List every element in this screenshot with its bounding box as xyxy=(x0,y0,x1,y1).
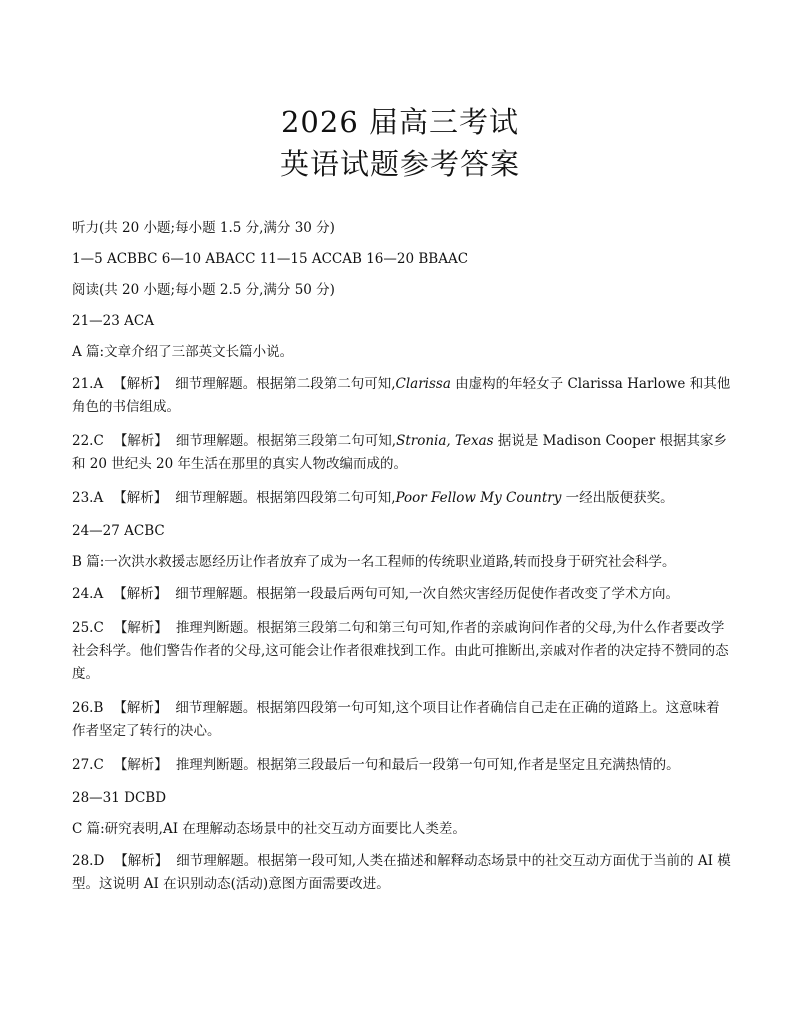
explanation-text: 细节理解题。根据第一段最后两句可知,一次自然灾害经历促使作者改变了学术方向。 xyxy=(175,586,680,602)
question-number: 27.C xyxy=(72,757,104,773)
listening-answers: 1—5 ACBBC 6—10 ABACC 11—15 ACCAB 16—20 BBAAC xyxy=(72,251,469,267)
listening-heading: 听力(共 20 小题;每小题 1.5 分,满分 30 分) xyxy=(72,220,335,236)
section-a-answers: 21—23 ACA xyxy=(72,313,154,329)
analysis-tag: 【解析】 xyxy=(113,433,168,449)
section-c-answers: 28—31 DCBD xyxy=(72,790,167,806)
analysis-tag: 【解析】 xyxy=(113,376,168,392)
question-number: 21.A xyxy=(72,376,104,392)
explanation-27 xyxy=(72,754,732,777)
section-b-summary: B 篇:一次洪水救援志愿经历让作者放弃了成为一名工程师的传统职业道路,转而投身于研究社会科学。 xyxy=(72,554,676,570)
explanation-text: 推理判断题。根据第三段第二句和第三句可知,作者的亲戚询问作者的父母,为什么作者要改学社会科学。他们警告作者的父母,这可能会让作者很难找到工作。由此可推断出,亲戚对作者的决定持不赞同的态度。 xyxy=(72,620,729,682)
explanation-22 xyxy=(72,430,732,476)
explanation-text: 由虚构的年轻女子 Clarissa Harlowe 和其他角色的书信组成。 xyxy=(72,376,731,415)
analysis-tag: 【解析】 xyxy=(113,757,168,773)
explanation-text: 推理判断题。根据第三段最后一句和最后一段第一句可知,作者是坚定且充满热情的。 xyxy=(175,757,680,773)
question-number: 23.A xyxy=(72,490,104,506)
analysis-tag: 【解析】 xyxy=(113,490,168,506)
reading-heading: 阅读(共 20 小题;每小题 2.5 分,满分 50 分) xyxy=(72,282,335,298)
explanation-text: 一经出版便获奖。 xyxy=(561,490,674,506)
question-number: 22.C xyxy=(72,433,104,449)
explanation-25 xyxy=(72,617,732,686)
explanation-28 xyxy=(72,850,732,896)
work-title: Stronia, Texas xyxy=(396,433,494,449)
explanation-26 xyxy=(72,697,732,743)
document-title: 英语试题参考答案 xyxy=(279,147,520,181)
work-title: Poor Fellow My Country xyxy=(395,490,562,506)
analysis-tag: 【解析】 xyxy=(113,586,168,602)
section-a-summary: A 篇:文章介绍了三部英文长篇小说。 xyxy=(72,344,294,360)
question-number: 26.B xyxy=(72,700,104,716)
answer-content xyxy=(72,218,732,907)
explanation-text: 细节理解题。根据第三段第二句可知, xyxy=(175,433,397,449)
explanation-text: 细节理解题。根据第一段可知,人类在描述和解释动态场景中的社交互动方面优于当前的 AI 模型。这说明 AI 在识别动态(活动)意图方面需要改进。 xyxy=(72,853,731,892)
question-number: 28.D xyxy=(72,853,105,869)
question-number: 24.A xyxy=(72,586,104,602)
exam-title: 2026 届高三考试 xyxy=(280,105,520,139)
analysis-tag: 【解析】 xyxy=(113,620,168,636)
explanation-21 xyxy=(72,373,732,419)
work-title: Clarissa xyxy=(395,376,451,392)
question-number: 25.C xyxy=(72,620,104,636)
explanation-text: 细节理解题。根据第四段第一句可知,这个项目让作者确信自己走在正确的道路上。这意味着作者坚定了转行的决心。 xyxy=(72,700,720,739)
explanation-24 xyxy=(72,583,732,606)
explanation-text: 据说是 Madison Cooper 根据其家乡和 20 世纪头 20 年生活在那里的真实人物改编而成的。 xyxy=(72,433,727,472)
analysis-tag: 【解析】 xyxy=(114,853,169,869)
explanation-text: 细节理解题。根据第二段第二句可知, xyxy=(175,376,396,392)
section-c-summary: C 篇:研究表明,AI 在理解动态场景中的社交互动方面要比人类差。 xyxy=(72,821,466,837)
explanation-text: 细节理解题。根据第四段第二句可知, xyxy=(175,490,396,506)
analysis-tag: 【解析】 xyxy=(113,700,168,716)
section-b-answers: 24—27 ACBC xyxy=(72,523,165,539)
explanation-23 xyxy=(72,487,732,510)
